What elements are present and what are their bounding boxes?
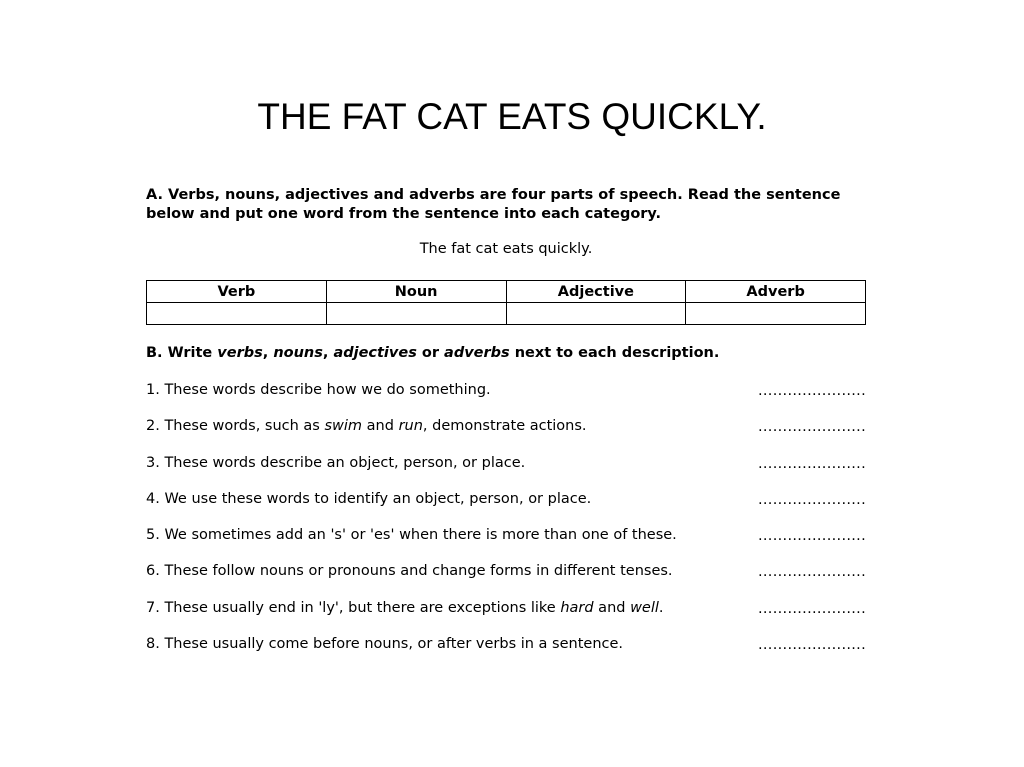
header-noun: Noun: [326, 281, 506, 303]
question-row: [146, 635, 866, 671]
question-text: [146, 562, 673, 581]
question-emphasis: well: [630, 599, 659, 616]
table-header-row: [147, 281, 866, 303]
header-adverb: Adverb: [686, 281, 866, 303]
question-row: [146, 599, 866, 635]
answer-blank[interactable]: ......................: [757, 491, 866, 508]
question-text: [146, 381, 491, 400]
question-row: [146, 526, 866, 562]
answer-cell-adverb[interactable]: [686, 303, 866, 325]
section-b-sep-3: or: [416, 345, 445, 361]
section-b-sep-1: ,: [262, 345, 274, 361]
question-text: [146, 526, 677, 545]
question-text-part: 1. These words describe how we do something.: [146, 382, 491, 398]
question-emphasis: run: [398, 418, 423, 435]
question-emphasis: hard: [560, 599, 594, 616]
section-b-sep-2: ,: [322, 345, 334, 361]
question-text: [146, 599, 664, 618]
answer-blank[interactable]: ......................: [757, 600, 866, 617]
section-b-word-adjectives: adjectives: [333, 345, 417, 361]
question-text-part: 6. These follow nouns or pronouns and change forms in different tenses.: [146, 563, 673, 580]
answer-blank[interactable]: ......................: [757, 455, 866, 472]
question-text-part: 5. We sometimes add an 's' or 'es' when there is more than one of these.: [146, 527, 677, 544]
header-adjective: Adjective: [506, 281, 686, 303]
answer-cell-noun[interactable]: [326, 303, 506, 325]
section-b-instruction: [146, 344, 866, 363]
question-list: [146, 381, 866, 671]
question-text-part: and: [593, 599, 631, 616]
answer-blank[interactable]: ......................: [757, 419, 866, 436]
question-text: [146, 490, 591, 509]
answer-blank[interactable]: ......................: [757, 383, 866, 399]
answer-cell-adjective[interactable]: [506, 303, 686, 325]
question-row: [146, 490, 866, 526]
question-row: [146, 417, 866, 453]
section-a-instruction: A. Verbs, nouns, adjectives and adverbs are four parts of speech. Read the sentence below and put one word from the sentence into each category.: [146, 187, 841, 222]
parts-of-speech-table: [146, 280, 866, 325]
question-text: [146, 417, 587, 436]
section-b-word-adverbs: adverbs: [444, 345, 510, 361]
section-b-suffix: next to each description.: [509, 345, 720, 361]
question-text-part: and: [362, 418, 399, 435]
question-text-part: , demonstrate actions.: [422, 418, 587, 435]
question-row: [146, 454, 866, 490]
answer-blank[interactable]: ......................: [757, 528, 866, 545]
question-emphasis: swim: [324, 418, 363, 435]
section-b-prefix: B. Write: [146, 345, 218, 361]
answer-cell-verb[interactable]: [147, 303, 327, 325]
question-row: [146, 381, 866, 417]
header-verb: Verb: [147, 281, 327, 303]
answer-blank[interactable]: ......................: [757, 637, 866, 654]
question-text-part: 8. These usually come before nouns, or after verbs in a sentence.: [146, 636, 624, 653]
table-answer-row: [147, 303, 866, 325]
worksheet: [146, 186, 866, 671]
slide-title: THE FAT CAT EATS QUICKLY.: [257, 96, 767, 137]
answer-blank[interactable]: ......................: [757, 564, 866, 581]
section-b-word-verbs: verbs: [217, 345, 263, 361]
question-text: [146, 454, 525, 473]
question-text-part: 4. We use these words to identify an object, person, or place.: [146, 490, 592, 507]
question-text-part: 3. These words describe an object, person, or place.: [146, 454, 526, 471]
question-text-part: 7. These usually end in 'ly', but there are exceptions like: [146, 599, 561, 616]
section-b-word-nouns: nouns: [273, 345, 323, 361]
question-text-part: .: [658, 599, 664, 616]
question-text-part: 2. These words, such as: [146, 418, 325, 435]
question-text: [146, 635, 623, 654]
question-row: [146, 562, 866, 598]
example-sentence: The fat cat eats quickly.: [419, 241, 593, 257]
